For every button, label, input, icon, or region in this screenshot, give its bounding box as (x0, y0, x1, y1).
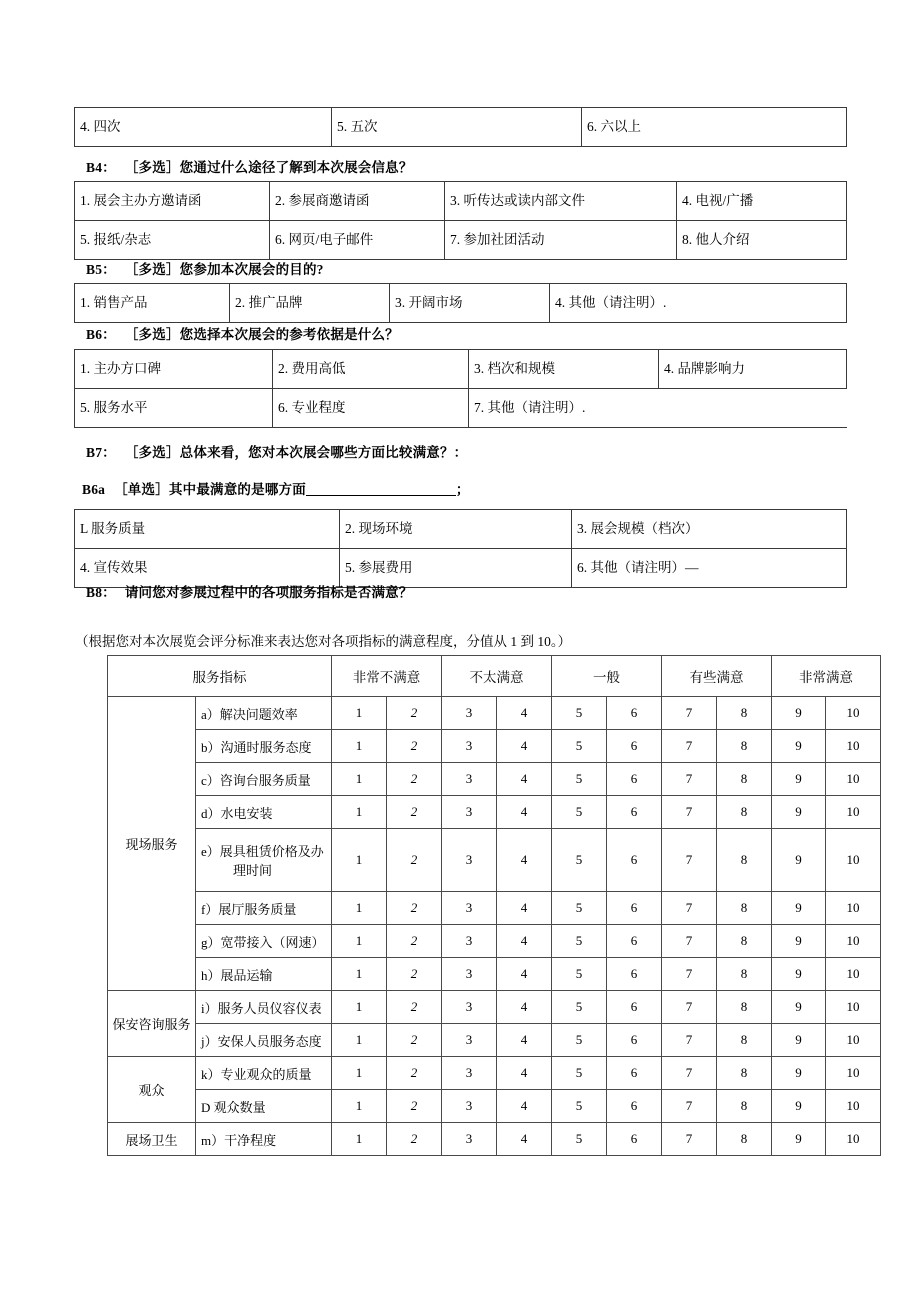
option-cell[interactable]: 1. 展会主办方邀请函 (75, 182, 270, 221)
matrix-row (108, 763, 881, 796)
matrix-score-cell-7[interactable]: 7 (662, 1090, 717, 1123)
question-b4-heading (86, 156, 413, 176)
matrix-score-cell-7[interactable]: 7 (662, 697, 717, 730)
matrix-score-cell-7[interactable]: 7 (662, 1057, 717, 1090)
option-cell[interactable]: 4. 四次 (75, 108, 332, 147)
matrix-score-cell-9[interactable]: 9 (772, 1090, 826, 1123)
matrix-score-cell-4[interactable]: 4 (497, 763, 552, 796)
matrix-item-label: D 观众数量 (196, 1090, 332, 1123)
matrix-score-cell-7[interactable]: 7 (662, 829, 717, 892)
option-cell[interactable]: 3. 听传达或读内部文件 (445, 182, 677, 221)
matrix-score-cell-1[interactable]: 1 (332, 991, 387, 1024)
matrix-score-cell-1[interactable]: 1 (332, 892, 387, 925)
matrix-score-cell-2[interactable]: 2 (387, 730, 442, 763)
matrix-score-cell-7[interactable]: 7 (662, 1024, 717, 1057)
matrix-score-cell-8[interactable]: 8 (717, 1123, 772, 1156)
option-cell[interactable]: 5. 服务水平 (75, 389, 273, 428)
matrix-score-cell-9[interactable]: 9 (772, 796, 826, 829)
matrix-score-cell-1[interactable]: 1 (332, 697, 387, 730)
matrix-item-label: c）咨询台服务质量 (196, 763, 332, 796)
matrix-score-cell-8[interactable]: 8 (717, 892, 772, 925)
option-cell[interactable]: 1. 主办方口碑 (75, 350, 273, 389)
matrix-score-cell-9[interactable]: 9 (772, 892, 826, 925)
matrix-score-cell-10[interactable]: 10 (826, 1024, 881, 1057)
option-cell[interactable]: 4. 电视/广播 (677, 182, 847, 221)
matrix-score-cell-4[interactable]: 4 (497, 1057, 552, 1090)
option-cell[interactable]: L 服务质量 (75, 510, 340, 549)
option-cell-empty (659, 389, 847, 428)
matrix-score-cell-5[interactable]: 5 (552, 1024, 607, 1057)
matrix-score-cell-8[interactable]: 8 (717, 1090, 772, 1123)
matrix-row (108, 958, 881, 991)
frequency-options-table (74, 107, 847, 147)
matrix-item-label: d）水电安装 (196, 796, 332, 829)
matrix-score-cell-5[interactable]: 5 (552, 1090, 607, 1123)
option-cell[interactable]: 4. 其他（请注明）. (550, 284, 847, 323)
matrix-score-cell-4[interactable]: 4 (497, 892, 552, 925)
question-b6-heading (86, 323, 399, 343)
question-b4-text: 您通过什么途径了解到本次展会信息？ (179, 160, 413, 175)
matrix-score-cell-4[interactable]: 4 (497, 958, 552, 991)
option-cell[interactable]: 3. 开阔市场 (390, 284, 550, 323)
matrix-score-cell-2[interactable]: 2 (387, 697, 442, 730)
matrix-score-cell-5[interactable]: 5 (552, 796, 607, 829)
matrix-score-cell-7[interactable]: 7 (662, 892, 717, 925)
matrix-score-cell-10[interactable]: 10 (826, 796, 881, 829)
matrix-header-row (108, 656, 881, 697)
matrix-score-cell-10[interactable]: 10 (826, 1090, 881, 1123)
matrix-score-cell-3[interactable]: 3 (442, 829, 497, 892)
matrix-score-cell-8[interactable]: 8 (717, 796, 772, 829)
matrix-item-label: j）安保人员服务态度 (196, 1024, 332, 1057)
matrix-score-cell-6[interactable]: 6 (607, 730, 662, 763)
matrix-item-label: k）专业观众的质量 (196, 1057, 332, 1090)
option-cell[interactable]: 8. 他人介绍 (677, 221, 847, 260)
matrix-score-cell-6[interactable]: 6 (607, 829, 662, 892)
matrix-score-cell-9[interactable]: 9 (772, 958, 826, 991)
question-b6a-type: ［单选］ (114, 482, 169, 497)
matrix-score-cell-8[interactable]: 8 (717, 1057, 772, 1090)
matrix-score-cell-10[interactable]: 10 (826, 892, 881, 925)
matrix-row (108, 1090, 881, 1123)
table-row (75, 350, 847, 389)
matrix-score-cell-2[interactable]: 2 (387, 892, 442, 925)
question-b5-type: ［多选］ (124, 262, 180, 277)
question-b8-code: B8： (86, 585, 116, 600)
matrix-score-cell-6[interactable]: 6 (607, 892, 662, 925)
matrix-score-cell-10[interactable]: 10 (826, 991, 881, 1024)
matrix-score-cell-10[interactable]: 10 (826, 829, 881, 892)
matrix-score-cell-5[interactable]: 5 (552, 1057, 607, 1090)
matrix-score-cell-5[interactable]: 5 (552, 991, 607, 1024)
matrix-row (108, 991, 881, 1024)
matrix-score-cell-8[interactable]: 8 (717, 925, 772, 958)
matrix-group-label: 现场服务 (108, 697, 196, 991)
matrix-header-indicator: 服务指标 (108, 656, 332, 697)
matrix-score-cell-3[interactable]: 3 (442, 796, 497, 829)
matrix-score-cell-4[interactable]: 4 (497, 796, 552, 829)
matrix-score-cell-1[interactable]: 1 (332, 1024, 387, 1057)
question-b7-heading (86, 441, 467, 461)
matrix-item-label: i）服务人员仪容仪表 (196, 991, 332, 1024)
question-b7-type: ［多选］ (124, 445, 180, 460)
matrix-score-cell-5[interactable]: 5 (552, 1123, 607, 1156)
matrix-score-cell-4[interactable]: 4 (497, 991, 552, 1024)
matrix-score-cell-2[interactable]: 2 (387, 958, 442, 991)
matrix-score-cell-8[interactable]: 8 (717, 958, 772, 991)
matrix-score-cell-9[interactable]: 9 (772, 1057, 826, 1090)
matrix-score-cell-8[interactable]: 8 (717, 697, 772, 730)
matrix-score-cell-2[interactable]: 2 (387, 1123, 442, 1156)
matrix-score-cell-6[interactable]: 6 (607, 763, 662, 796)
matrix-score-cell-1[interactable]: 1 (332, 958, 387, 991)
matrix-score-cell-1[interactable]: 1 (332, 1090, 387, 1123)
matrix-score-cell-4[interactable]: 4 (497, 730, 552, 763)
matrix-score-cell-4[interactable]: 4 (497, 1090, 552, 1123)
option-cell[interactable]: 2. 推广品牌 (230, 284, 390, 323)
question-b6-code: B6： (86, 327, 116, 342)
matrix-score-cell-10[interactable]: 10 (826, 1123, 881, 1156)
question-b6-options-table (74, 349, 847, 428)
matrix-score-cell-4[interactable]: 4 (497, 829, 552, 892)
table-row (75, 510, 847, 549)
option-cell[interactable]: 5. 报纸/杂志 (75, 221, 270, 260)
matrix-score-cell-1[interactable]: 1 (332, 763, 387, 796)
matrix-item-label: e）展具租赁价格及办 理时间 (196, 829, 332, 892)
matrix-score-cell-1[interactable]: 1 (332, 1123, 387, 1156)
question-b5-options-table (74, 283, 847, 323)
option-cell[interactable]: 3. 档次和规模 (469, 350, 659, 389)
question-b8-heading (86, 581, 413, 601)
matrix-score-cell-7[interactable]: 7 (662, 925, 717, 958)
matrix-score-cell-2[interactable]: 2 (387, 925, 442, 958)
matrix-score-cell-9[interactable]: 9 (772, 697, 826, 730)
matrix-score-cell-2[interactable]: 2 (387, 763, 442, 796)
question-b6-type: ［多选］ (124, 327, 180, 342)
matrix-score-cell-7[interactable]: 7 (662, 730, 717, 763)
matrix-group-label: 展场卫生 (108, 1123, 196, 1156)
matrix-score-cell-5[interactable]: 5 (552, 763, 607, 796)
matrix-score-cell-2[interactable]: 2 (387, 1024, 442, 1057)
question-b5-heading (86, 258, 324, 278)
option-cell[interactable]: 5. 参展费用 (340, 549, 572, 588)
matrix-score-cell-2[interactable]: 2 (387, 796, 442, 829)
question-b6a-heading (82, 478, 470, 498)
matrix-score-cell-1[interactable]: 1 (332, 925, 387, 958)
matrix-row (108, 1123, 881, 1156)
table-row (75, 182, 847, 221)
matrix-score-cell-9[interactable]: 9 (772, 829, 826, 892)
matrix-score-cell-7[interactable]: 7 (662, 796, 717, 829)
matrix-score-cell-1[interactable]: 1 (332, 1057, 387, 1090)
matrix-score-cell-8[interactable]: 8 (717, 1024, 772, 1057)
option-cell[interactable]: 2. 参展商邀请函 (270, 182, 445, 221)
matrix-item-label: h）展品运输 (196, 958, 332, 991)
matrix-score-cell-5[interactable]: 5 (552, 958, 607, 991)
matrix-score-cell-9[interactable]: 9 (772, 925, 826, 958)
question-b6a-trailing: ； (455, 482, 470, 497)
matrix-score-cell-3[interactable]: 3 (442, 1024, 497, 1057)
matrix-item-label: f）展厅服务质量 (196, 892, 332, 925)
question-b6a-text: 其中最满意的是哪方面 (168, 482, 306, 497)
matrix-row (108, 892, 881, 925)
matrix-header-scale-5: 非常满意 (772, 656, 881, 697)
matrix-score-cell-4[interactable]: 4 (497, 1123, 552, 1156)
matrix-score-cell-9[interactable]: 9 (772, 763, 826, 796)
table-row (75, 284, 847, 323)
matrix-header-scale-3: 一般 (552, 656, 662, 697)
matrix-score-cell-3[interactable]: 3 (442, 1090, 497, 1123)
option-cell[interactable]: 6. 专业程度 (273, 389, 469, 428)
matrix-score-cell-2[interactable]: 2 (387, 991, 442, 1024)
matrix-item-label: m）干净程度 (196, 1123, 332, 1156)
matrix-score-cell-7[interactable]: 7 (662, 958, 717, 991)
option-cell[interactable]: 6. 网页/电子邮件 (270, 221, 445, 260)
question-b6a-code: B6a (82, 482, 106, 497)
matrix-item-label: b）沟通时服务态度 (196, 730, 332, 763)
matrix-score-cell-6[interactable]: 6 (607, 1024, 662, 1057)
question-b7-code: B7： (86, 445, 116, 460)
table-row (75, 221, 847, 260)
matrix-score-cell-3[interactable]: 3 (442, 1123, 497, 1156)
matrix-row (108, 1057, 881, 1090)
matrix-score-cell-5[interactable]: 5 (552, 730, 607, 763)
matrix-score-cell-6[interactable]: 6 (607, 796, 662, 829)
option-cell[interactable]: 7. 参加社团活动 (445, 221, 677, 260)
question-b6a-options-table (74, 509, 847, 588)
matrix-group-label: 保安咨询服务 (108, 991, 196, 1057)
question-b8-note: （根据您对本次展览会评分标准来表达您对各项指标的满意程度，分值从 1 到 10。） (75, 634, 572, 649)
matrix-score-cell-8[interactable]: 8 (717, 730, 772, 763)
option-cell[interactable]: 2. 现场环境 (340, 510, 572, 549)
matrix-row (108, 829, 881, 892)
matrix-score-cell-10[interactable]: 10 (826, 763, 881, 796)
matrix-score-cell-7[interactable]: 7 (662, 763, 717, 796)
option-cell[interactable]: 4. 品牌影响力 (659, 350, 847, 389)
question-b8-text: 请问您对参展过程中的各项服务指标是否满意？ (124, 585, 413, 600)
matrix-score-cell-6[interactable]: 6 (607, 958, 662, 991)
matrix-score-cell-3[interactable]: 3 (442, 925, 497, 958)
matrix-score-cell-1[interactable]: 1 (332, 730, 387, 763)
matrix-score-cell-9[interactable]: 9 (772, 991, 826, 1024)
matrix-score-cell-10[interactable]: 10 (826, 925, 881, 958)
question-b5-text: 您参加本次展会的目的? (179, 262, 324, 277)
option-cell[interactable]: 2. 费用高低 (273, 350, 469, 389)
matrix-score-cell-8[interactable]: 8 (717, 991, 772, 1024)
matrix-score-cell-6[interactable]: 6 (607, 991, 662, 1024)
matrix-score-cell-5[interactable]: 5 (552, 697, 607, 730)
option-cell[interactable]: 6. 其他（请注明）— (572, 549, 847, 588)
option-cell[interactable]: 1. 销售产品 (75, 284, 230, 323)
option-cell[interactable]: 7. 其他（请注明）. (469, 389, 659, 428)
matrix-score-cell-3[interactable]: 3 (442, 892, 497, 925)
matrix-score-cell-3[interactable]: 3 (442, 958, 497, 991)
matrix-score-cell-7[interactable]: 7 (662, 991, 717, 1024)
option-cell[interactable]: 3. 展会规模（档次） (572, 510, 847, 549)
matrix-score-cell-7[interactable]: 7 (662, 1123, 717, 1156)
option-cell[interactable]: 6. 六以上 (582, 108, 847, 147)
matrix-row (108, 730, 881, 763)
option-cell[interactable]: 5. 五次 (332, 108, 582, 147)
table-row (75, 108, 847, 147)
matrix-score-cell-3[interactable]: 3 (442, 730, 497, 763)
matrix-score-cell-3[interactable]: 3 (442, 991, 497, 1024)
matrix-score-cell-3[interactable]: 3 (442, 763, 497, 796)
matrix-score-cell-2[interactable]: 2 (387, 1057, 442, 1090)
matrix-score-cell-5[interactable]: 5 (552, 892, 607, 925)
matrix-score-cell-6[interactable]: 6 (607, 1090, 662, 1123)
matrix-row (108, 796, 881, 829)
matrix-score-cell-4[interactable]: 4 (497, 1024, 552, 1057)
question-b7-text: 总体来看，您对本次展会哪些方面比较满意？： (179, 445, 468, 460)
matrix-score-cell-9[interactable]: 9 (772, 730, 826, 763)
matrix-score-cell-6[interactable]: 6 (607, 697, 662, 730)
matrix-score-cell-2[interactable]: 2 (387, 1090, 442, 1123)
matrix-row (108, 925, 881, 958)
matrix-score-cell-1[interactable]: 1 (332, 829, 387, 892)
matrix-header-scale-1: 非常不满意 (332, 656, 442, 697)
matrix-header-scale-2: 不太满意 (442, 656, 552, 697)
matrix-score-cell-8[interactable]: 8 (717, 829, 772, 892)
question-b5-code: B5： (86, 262, 116, 277)
matrix-score-cell-1[interactable]: 1 (332, 796, 387, 829)
service-rating-matrix (107, 655, 881, 1156)
matrix-score-cell-10[interactable]: 10 (826, 697, 881, 730)
matrix-item-label: a）解决问题效率 (196, 697, 332, 730)
matrix-row (108, 1024, 881, 1057)
matrix-score-cell-3[interactable]: 3 (442, 1057, 497, 1090)
matrix-score-cell-6[interactable]: 6 (607, 925, 662, 958)
question-b4-type: ［多选］ (124, 160, 180, 175)
matrix-row (108, 697, 881, 730)
table-row (75, 389, 847, 428)
question-b4-code: B4： (86, 160, 116, 175)
matrix-group-label: 观众 (108, 1057, 196, 1123)
matrix-header-scale-4: 有些满意 (662, 656, 772, 697)
matrix-score-cell-2[interactable]: 2 (387, 829, 442, 892)
option-cell[interactable]: 4. 宣传效果 (75, 549, 340, 588)
matrix-score-cell-8[interactable]: 8 (717, 763, 772, 796)
matrix-score-cell-4[interactable]: 4 (497, 925, 552, 958)
matrix-score-cell-10[interactable]: 10 (826, 958, 881, 991)
fill-in-blank-line[interactable] (306, 495, 456, 496)
matrix-score-cell-10[interactable]: 10 (826, 1057, 881, 1090)
matrix-score-cell-5[interactable]: 5 (552, 925, 607, 958)
question-b4-options-table (74, 181, 847, 260)
matrix-score-cell-6[interactable]: 6 (607, 1057, 662, 1090)
matrix-score-cell-6[interactable]: 6 (607, 1123, 662, 1156)
matrix-score-cell-3[interactable]: 3 (442, 697, 497, 730)
matrix-item-label: g）宽带接入（网速） (196, 925, 332, 958)
matrix-score-cell-9[interactable]: 9 (772, 1024, 826, 1057)
matrix-score-cell-5[interactable]: 5 (552, 829, 607, 892)
matrix-score-cell-4[interactable]: 4 (497, 697, 552, 730)
matrix-item-label-line2: 理时间 (233, 863, 273, 878)
matrix-score-cell-9[interactable]: 9 (772, 1123, 826, 1156)
question-b6-text: 您选择本次展会的参考依据是什么？ (179, 327, 399, 342)
matrix-score-cell-10[interactable]: 10 (826, 730, 881, 763)
